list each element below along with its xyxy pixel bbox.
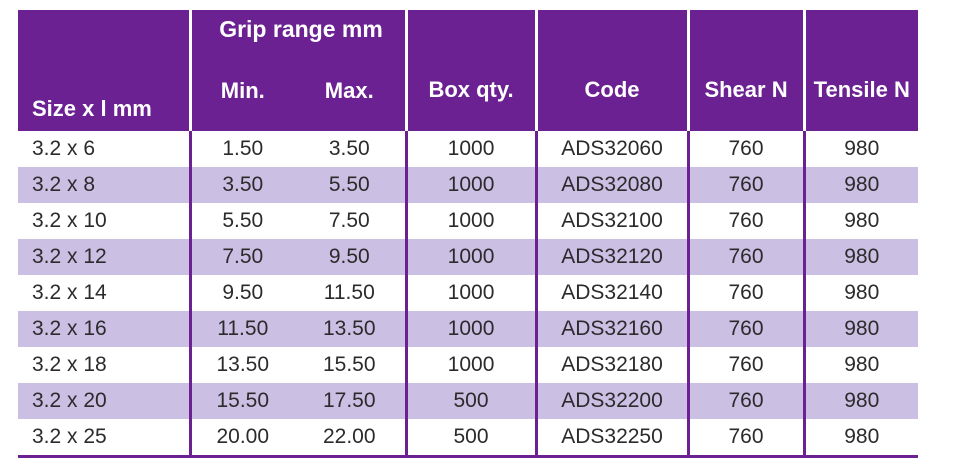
- cell-code: ADS32180: [536, 347, 688, 383]
- rivet-specification-table: [18, 10, 918, 458]
- column-header-box-qty: [406, 49, 536, 131]
- cell-code: ADS32060: [536, 131, 688, 167]
- cell-tensile: 980: [804, 419, 918, 457]
- cell-size: 3.2 x 8: [18, 167, 190, 203]
- column-group-grip-range: Grip range mm: [190, 10, 406, 49]
- table-row: [18, 203, 918, 239]
- cell-box-qty: 500: [406, 419, 536, 457]
- cell-size: 3.2 x 10: [32, 209, 107, 232]
- cell-tensile: 980: [804, 131, 918, 167]
- header-spacer-shear: [688, 10, 804, 49]
- cell-grip-min: 1.50: [190, 131, 294, 167]
- column-header-max-label: Max.: [324, 77, 374, 103]
- cell-shear: 760: [688, 419, 804, 457]
- column-header-code-label: Code: [584, 77, 640, 102]
- cell-code: ADS32080: [536, 167, 688, 203]
- cell-shear: 760: [688, 167, 804, 203]
- column-header-shear-label: Shear N: [704, 77, 788, 102]
- cell-tensile: 980: [804, 311, 918, 347]
- spec-sheet: [0, 10, 960, 448]
- cell-box-qty: 1000: [406, 347, 536, 383]
- cell-grip-min: 7.50: [190, 239, 294, 275]
- cell-box-qty: 1000: [406, 311, 536, 347]
- cell-size: 3.2 x 25: [18, 419, 190, 457]
- cell-grip-min: 13.50: [190, 347, 294, 383]
- cell-shear: 760: [688, 383, 804, 419]
- cell-box-qty: 500: [406, 383, 536, 419]
- cell-grip-max: 9.50: [294, 239, 406, 275]
- cell-grip-min: 15.50: [190, 383, 294, 419]
- column-header-size-label: Size x l mm: [32, 96, 152, 121]
- table-row: [18, 131, 918, 167]
- cell-size: 3.2 x 16: [18, 311, 190, 347]
- cell-tensile: 980: [804, 383, 918, 419]
- cell-tensile: 980: [804, 239, 918, 275]
- column-header-min-label: Min.: [220, 77, 265, 103]
- column-header-box-qty-label: Box qty.: [428, 77, 514, 102]
- column-header-tensile: [804, 49, 918, 131]
- cell-shear: 760: [688, 239, 804, 275]
- table-header-row: [18, 49, 918, 131]
- cell-code: ADS32200: [536, 383, 688, 419]
- cell-grip-max: 11.50: [323, 281, 375, 304]
- cell-shear: 760: [688, 275, 804, 311]
- header-spacer-code: [536, 10, 688, 49]
- cell-shear: 760: [688, 131, 804, 167]
- cell-code: ADS32160: [536, 311, 688, 347]
- cell-size: 3.2 x 18: [32, 353, 107, 376]
- column-header-size: [18, 49, 190, 131]
- cell-shear: 760: [688, 203, 804, 239]
- cell-size: 3.2 x 20: [18, 383, 190, 419]
- cell-size: 3.2 x 6: [32, 137, 96, 160]
- cell-grip-max: 13.50: [294, 311, 406, 347]
- table-row: [18, 347, 918, 383]
- cell-grip-max: 5.50: [294, 167, 406, 203]
- cell-tensile: 980: [804, 203, 918, 239]
- table-body: [18, 131, 918, 457]
- cell-size: 3.2 x 12: [18, 239, 190, 275]
- cell-grip-min: 5.50: [190, 203, 294, 239]
- table-header-group-row: [18, 10, 918, 49]
- column-header-tensile-label: Tensile N: [813, 77, 910, 102]
- cell-grip-min: 20.00: [190, 419, 294, 457]
- table-row: [18, 383, 918, 419]
- cell-grip-min: 3.50: [190, 167, 294, 203]
- cell-shear: 760: [688, 347, 804, 383]
- cell-grip-max: 7.50: [328, 209, 370, 232]
- table-row: [18, 239, 918, 275]
- cell-grip-max: 22.00: [294, 419, 406, 457]
- cell-box-qty: 1000: [406, 203, 536, 239]
- cell-tensile: 980: [804, 167, 918, 203]
- table-row: [18, 167, 918, 203]
- cell-code: ADS32250: [536, 419, 688, 457]
- cell-code: ADS32120: [536, 239, 688, 275]
- cell-box-qty: 1000: [406, 275, 536, 311]
- column-header-code: [536, 49, 688, 131]
- table-row: [18, 275, 918, 311]
- cell-code: ADS32140: [536, 275, 688, 311]
- cell-code: ADS32100: [536, 203, 688, 239]
- cell-box-qty: 1000: [406, 239, 536, 275]
- table-row: [18, 419, 918, 457]
- table-header: [18, 10, 918, 131]
- cell-grip-min: 11.50: [190, 311, 294, 347]
- header-spacer-tensile: [804, 10, 918, 49]
- cell-grip-max: 15.50: [322, 353, 376, 376]
- column-header-max: [294, 49, 406, 131]
- cell-tensile: 980: [804, 347, 918, 383]
- column-header-min: [190, 49, 294, 131]
- header-spacer-box: [406, 10, 536, 49]
- cell-box-qty: 1000: [406, 131, 536, 167]
- cell-grip-max: 3.50: [328, 137, 370, 160]
- cell-size: 3.2 x 14: [32, 281, 107, 304]
- cell-grip-max: 17.50: [294, 383, 406, 419]
- header-spacer: [18, 10, 190, 49]
- cell-shear: 760: [688, 311, 804, 347]
- table-row: [18, 311, 918, 347]
- cell-tensile: 980: [804, 275, 918, 311]
- column-header-shear: [688, 49, 804, 131]
- cell-grip-min: 9.50: [190, 275, 294, 311]
- cell-box-qty: 1000: [406, 167, 536, 203]
